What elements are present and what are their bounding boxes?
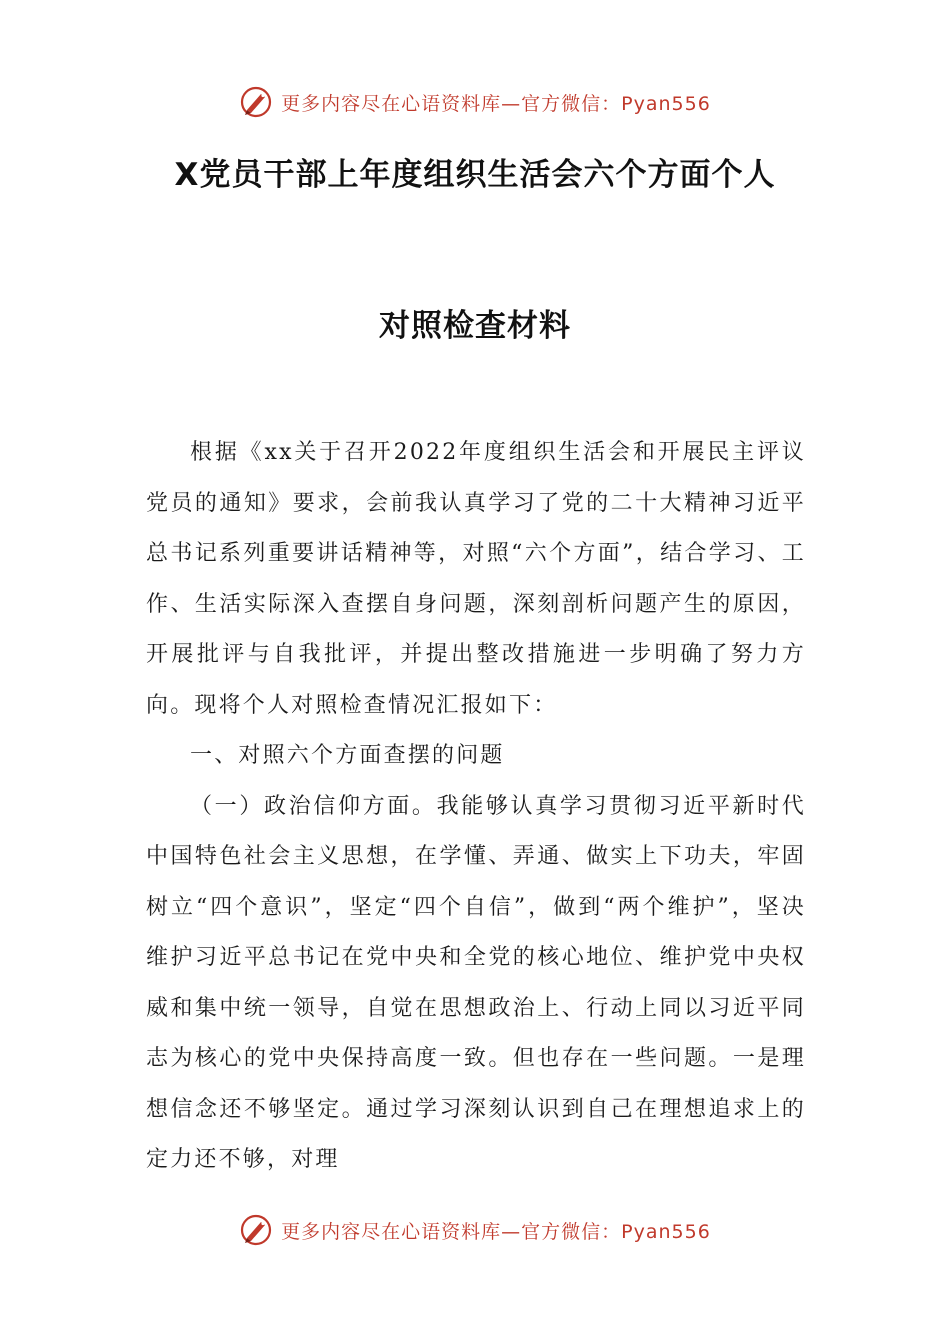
paragraph-intro: 根据《xx关于召开2022年度组织生活会和开展民主评议党员的通知》要求，会前我认真学习了党的二十大精神习近平总书记系列重要讲话精神等，对照“六个方面”，结合学习、工作、生活实际深入查摆自身问题，深刻剖析问题产生的原因，开展批评与自我批评，并提出整改措施进一步明确了努力方向。现将个人对照检查情况汇报如下： — [146, 440, 806, 718]
pen-logo-icon — [239, 1213, 273, 1247]
pen-logo-icon — [239, 85, 273, 119]
footer-watermark — [0, 1210, 950, 1250]
document-title-line-1: X党员干部上年度组织生活会六个方面个人 — [174, 157, 776, 193]
document-body — [146, 428, 806, 1186]
paragraph-political-belief: （一）政治信仰方面。我能够认真学习贯彻习近平新时代中国特色社会主义思想，在学懂、弄通、做实上下功夫，牢固树立“四个意识”，坚定“四个自信”，做到“两个维护”，坚决维护习近平总书记在党中央和全党的核心地位、维护党中央权威和集中统一领导，自觉在思想政治上、行动上同以习近平同志为核心的党中央保持高度一致。但也存在一些问题。一是理想信念还不够坚定。通过学习深刻认识到自己在理想追求上的定力还不够，对理 — [146, 793, 806, 1172]
header-watermark — [0, 82, 950, 122]
watermark-text: 更多内容尽在心语资料库—官方微信：Pyan556 — [281, 92, 711, 115]
section-heading: 一、对照六个方面查摆的问题 — [190, 743, 505, 768]
watermark-text: 更多内容尽在心语资料库—官方微信：Pyan556 — [281, 1220, 711, 1243]
document-title-line-2: 对照检查材料 — [379, 308, 571, 344]
